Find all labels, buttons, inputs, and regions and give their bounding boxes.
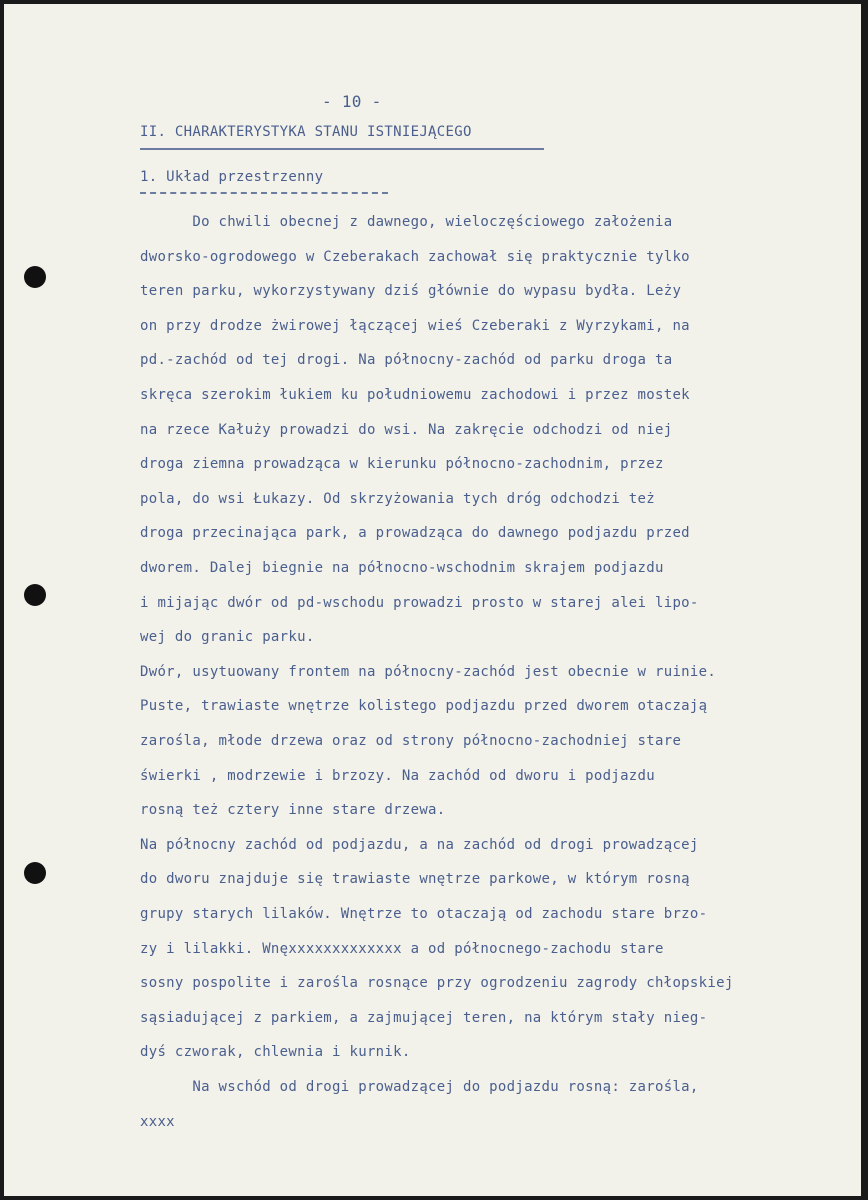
section-heading: II. CHARAKTERYSTYKA STANU ISTNIEJĄCEGO — [140, 124, 472, 140]
text-line: Puste, trawiaste wnętrze kolistego podjazdu przed dworem otaczają — [140, 698, 708, 714]
text-line: droga ziemna prowadząca w kierunku północno-zachodnim, przez — [140, 456, 664, 472]
text-line: i mijając dwór od pd-wschodu prowadzi prosto w starej alei lipo- — [140, 595, 699, 611]
text-line: skręca szerokim łukiem ku południowemu zachodowi i przez mostek — [140, 387, 690, 403]
text-line: Na północny zachód od podjazdu, a na zachód od drogi prowadzącej — [140, 837, 699, 853]
text-line: dworsko-ogrodowego w Czeberakach zachował się praktycznie tylko — [140, 249, 690, 265]
text-line: Na wschód od drogi prowadzącej do podjazdu rosną: zarośla, — [140, 1079, 699, 1095]
text-line: pd.-zachód od tej drogi. Na północny-zachód od parku droga ta — [140, 352, 673, 368]
document-page — [4, 4, 861, 1196]
text-line: wej do granic parku. — [140, 629, 315, 645]
punch-hole — [24, 862, 46, 884]
page-number: - 10 - — [322, 92, 382, 111]
text-line: droga przecinająca park, a prowadząca do dawnego podjazdu przed — [140, 525, 690, 541]
text-line: xxxx — [140, 1114, 175, 1130]
text-line: sąsiadującej z parkiem, a zajmującej teren, na którym stały nieg- — [140, 1010, 708, 1026]
text-line: teren parku, wykorzystywany dziś głównie do wypasu bydła. Leży — [140, 283, 682, 299]
text-line: na rzece Kałuży prowadzi do wsi. Na zakręcie odchodzi od niej — [140, 422, 673, 438]
text-line: Dwór, usytuowany frontem na północny-zachód jest obecnie w ruinie. — [140, 664, 717, 680]
text-line: do dworu znajduje się trawiaste wnętrze parkowe, w którym rosną — [140, 871, 690, 887]
subheading-underline — [140, 192, 388, 194]
text-line: świerki , modrzewie i brzozy. Na zachód od dworu i podjazdu — [140, 768, 655, 784]
punch-hole — [24, 584, 46, 606]
text-line: on przy drodze żwirowej łączącej wieś Czeberaki z Wyrzykami, na — [140, 318, 690, 334]
text-line: zarośla, młode drzewa oraz od strony północno-zachodniej stare — [140, 733, 682, 749]
text-line: Do chwili obecnej z dawnego, wieloczęściowego założenia — [140, 214, 673, 230]
text-line: dworem. Dalej biegnie na północno-wschodnim skrajem podjazdu — [140, 560, 664, 576]
punch-hole — [24, 266, 46, 288]
text-line: grupy starych lilaków. Wnętrze to otaczają od zachodu stare brzo- — [140, 906, 708, 922]
subsection-heading: 1. Układ przestrzenny — [140, 169, 324, 185]
text-line: zy i lilakki. Wnęxxxxxxxxxxxxx a od północnego-zachodu stare — [140, 941, 664, 957]
text-line: dyś czworak, chlewnia i kurnik. — [140, 1044, 411, 1060]
text-line: pola, do wsi Łukazy. Od skrzyżowania tych dróg odchodzi też — [140, 491, 655, 507]
text-line: rosną też cztery inne stare drzewa. — [140, 802, 446, 818]
text-line: sosny pospolite i zarośla rosnące przy ogrodzeniu zagrody chłopskiej — [140, 975, 734, 991]
heading-underline — [140, 148, 544, 150]
